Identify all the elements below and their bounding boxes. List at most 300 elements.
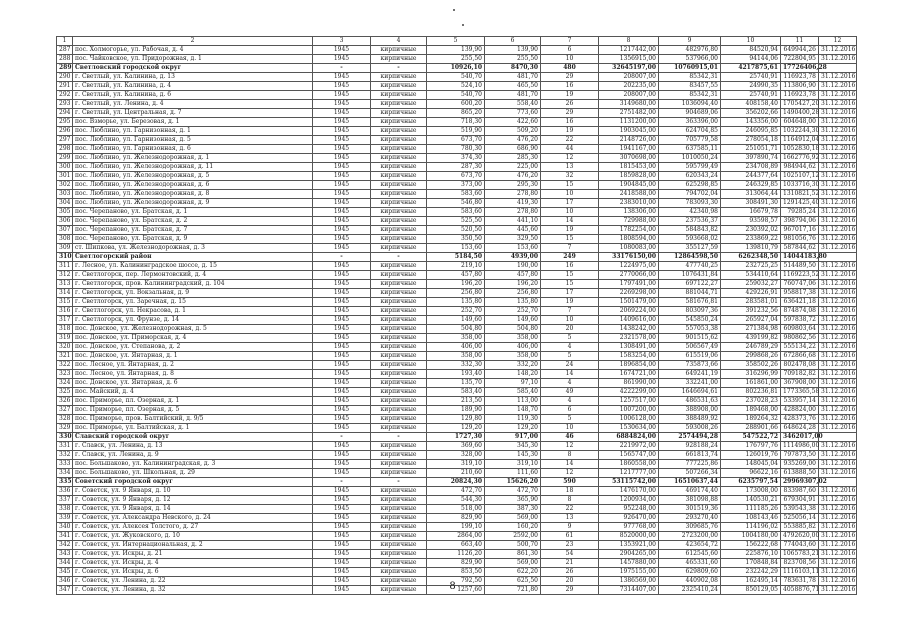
table-cell: 225876,10 [721, 550, 781, 559]
table-cell: кирпичные [371, 316, 427, 325]
table-cell: кирпичные [371, 586, 427, 595]
table-row [57, 73, 857, 82]
table-cell: 339 [57, 514, 73, 523]
table-cell: 509,20 [485, 127, 541, 136]
table-cell: 636421,18 [781, 298, 819, 307]
table-row [57, 145, 857, 154]
table-row [57, 109, 857, 118]
table-cell: 1007200,00 [599, 406, 659, 415]
table-cell: 388908,00 [659, 406, 721, 415]
table-cell: кирпичные [371, 397, 427, 406]
table-cell: 1646694,61 [659, 388, 721, 397]
table-cell: кирпичные [371, 208, 427, 217]
table-cell: кирпичные [371, 73, 427, 82]
table-cell: 1945 [313, 361, 371, 370]
table-cell: кирпичные [371, 577, 427, 586]
table-cell: 369,60 [427, 442, 485, 451]
table-cell: кирпичные [371, 496, 427, 505]
table-cell: 32 [541, 172, 599, 181]
table-cell: 1164912,04 [781, 136, 819, 145]
table-row [57, 523, 857, 532]
table-cell: 1065783,21 [781, 550, 819, 559]
table-cell: 1310821,52 [781, 190, 819, 199]
table-cell: 301 [57, 172, 73, 181]
district-subtotal-row [57, 64, 857, 73]
table-cell: 1773365,58 [781, 388, 819, 397]
table-cell: 31.12.2016 [819, 406, 857, 415]
table-cell: Советский городской округ [73, 478, 313, 487]
table-row [57, 415, 857, 424]
table-cell: 297 [57, 136, 73, 145]
table-cell: 673,70 [427, 136, 485, 145]
table-cell: 445,60 [485, 226, 541, 235]
table-cell: кирпичные [371, 109, 427, 118]
table-cell: 288901,66 [721, 424, 781, 433]
table-cell: 980862,56 [781, 334, 819, 343]
table-cell: 802478,08 [781, 361, 819, 370]
table-cell: 537966,00 [659, 55, 721, 64]
table-cell: Светлогорский район [73, 253, 313, 262]
table-cell: 17726406,28 [781, 64, 819, 73]
table-cell: 760747,06 [781, 280, 819, 289]
table-cell: 13 [541, 163, 599, 172]
table-cell: 16679,78 [721, 208, 781, 217]
table-cell: кирпичные [371, 514, 427, 523]
table-cell: 439199,82 [721, 334, 781, 343]
table-cell: 31.12.2016 [819, 496, 857, 505]
table-cell: 31.12.2016 [819, 487, 857, 496]
table-cell: 84520,94 [721, 46, 781, 55]
table-cell: - [313, 478, 371, 487]
table-cell: 823708,56 [781, 559, 819, 568]
table-cell: 1945 [313, 424, 371, 433]
table-cell: 334 [57, 469, 73, 478]
table-row [57, 460, 857, 469]
table-cell: 5184,50 [427, 253, 485, 262]
table-cell: 314 [57, 289, 73, 298]
table-cell: 108143,46 [721, 514, 781, 523]
table-cell: 1945 [313, 523, 371, 532]
table-cell: 649944,26 [781, 46, 819, 55]
table-cell: 31.12.2016 [819, 226, 857, 235]
table-row [57, 532, 857, 541]
table-cell: 457,80 [427, 271, 485, 280]
table-cell: 126019,76 [721, 451, 781, 460]
table-cell: 525056,14 [781, 514, 819, 523]
table-cell: 2325410,24 [659, 586, 721, 595]
table-cell: 252,70 [485, 307, 541, 316]
table-cell: 3462017,00 [781, 433, 819, 442]
table-cell: 590 [541, 478, 599, 487]
table-cell: 367908,00 [781, 379, 819, 388]
table-cell: 865,20 [427, 109, 485, 118]
table-cell: 189468,00 [721, 406, 781, 415]
table-cell: 363396,00 [659, 118, 721, 127]
table-cell: кирпичные [371, 172, 427, 181]
table-cell: 140530,21 [721, 496, 781, 505]
table-cell: 14044183,80 [781, 253, 819, 262]
table-cell: 780,30 [427, 145, 485, 154]
table-cell: 346 [57, 577, 73, 586]
table-cell: 299 [57, 154, 73, 163]
table-cell: кирпичные [371, 568, 427, 577]
table-cell: 595799,49 [659, 163, 721, 172]
table-cell: 1945 [313, 73, 371, 82]
table-cell: кирпичные [371, 289, 427, 298]
table-row [57, 334, 857, 343]
table-cell: 358,00 [427, 352, 485, 361]
table-cell: 1945 [313, 568, 371, 577]
table-cell: 143356,00 [721, 118, 781, 127]
table-cell: 299868,26 [721, 352, 781, 361]
table-cell: 10 [541, 55, 599, 64]
table-cell: 1662776,92 [781, 154, 819, 163]
table-cell: пос. Взморье, ул. Березовая, д. 1 [73, 118, 313, 127]
table-cell: 1356915,00 [599, 55, 659, 64]
table-cell: 534410,64 [721, 271, 781, 280]
table-cell: 981056,76 [781, 235, 819, 244]
table-cell: пос. Люблино, ул. Железнодорожная, д. 5 [73, 172, 313, 181]
table-cell: пос. Большаково, ул. Школьная, д. 29 [73, 469, 313, 478]
table-cell: 15 [541, 235, 599, 244]
table-cell: 525,50 [427, 217, 485, 226]
table-cell: 648624,28 [781, 424, 819, 433]
table-cell: 320 [57, 343, 73, 352]
table-cell: 31.12.2016 [819, 298, 857, 307]
table-cell: 397890,74 [721, 154, 781, 163]
table-cell: кирпичные [371, 550, 427, 559]
table-row [57, 118, 857, 127]
table-cell: 148,20 [485, 370, 541, 379]
table-cell: 1945 [313, 109, 371, 118]
table-cell: 328,00 [427, 451, 485, 460]
table-cell: 31.12.2016 [819, 199, 857, 208]
table-cell: 329,50 [485, 235, 541, 244]
table-cell: 2770066,00 [599, 271, 659, 280]
table-cell: 97,10 [485, 379, 541, 388]
table-cell: 1945 [313, 226, 371, 235]
table-cell: 283581,01 [721, 298, 781, 307]
table-cell: кирпичные [371, 226, 427, 235]
table-cell: кирпичные [371, 334, 427, 343]
table-cell: 12 [541, 442, 599, 451]
table-cell: кирпичные [371, 154, 427, 163]
table-cell: 1052830,18 [781, 145, 819, 154]
table-row [57, 451, 857, 460]
table-cell: г. Светлый, ул. Калинина, д. 4 [73, 82, 313, 91]
table-cell: 303 [57, 190, 73, 199]
table-cell: 49 [541, 388, 599, 397]
table-cell: 10 [541, 208, 599, 217]
table-cell: 10 [541, 316, 599, 325]
table-row [57, 244, 857, 253]
table-cell: 553885,82 [781, 523, 819, 532]
table-cell: 31.12.2016 [819, 208, 857, 217]
table-cell: 1705427,20 [781, 100, 819, 109]
table-cell: 544,30 [427, 496, 485, 505]
table-cell: 1945 [313, 271, 371, 280]
table-cell: 1025107,12 [781, 172, 819, 181]
table-cell: 1945 [313, 505, 371, 514]
table-cell: 31.12.2016 [819, 244, 857, 253]
table-cell: 244377,64 [721, 172, 781, 181]
table-cell: кирпичные [371, 163, 427, 172]
table-cell: 31.12.2016 [819, 217, 857, 226]
table-cell: 12864598,50 [659, 253, 721, 262]
table-cell: кирпичные [371, 280, 427, 289]
table-cell: 17 [541, 289, 599, 298]
table-cell: 113806,90 [781, 82, 819, 91]
table-cell: 1032244,30 [781, 127, 819, 136]
table-row [57, 487, 857, 496]
table-cell: 1945 [313, 181, 371, 190]
table-cell: 246095,85 [721, 127, 781, 136]
table-cell: 1859828,00 [599, 172, 659, 181]
table-cell: 1131200,00 [599, 118, 659, 127]
table-cell: кирпичные [371, 379, 427, 388]
table-cell: пос. Люблино, ул. Гарнизонная, д. 5 [73, 136, 313, 145]
table-cell: 22 [541, 505, 599, 514]
table-cell: 1490400,28 [781, 109, 819, 118]
table-cell: 8520000,00 [599, 532, 659, 541]
table-cell: пос. Люблино, ул. Гарнизонная, д. 1 [73, 127, 313, 136]
table-cell: 358502,26 [721, 361, 781, 370]
table-cell: 255,50 [427, 55, 485, 64]
table-cell: 373,00 [427, 181, 485, 190]
table-cell: 1076431,84 [659, 271, 721, 280]
table-row [57, 136, 857, 145]
table-cell: кирпичные [371, 136, 427, 145]
table-cell: 213,50 [427, 397, 485, 406]
table-cell: 10926,10 [427, 64, 485, 73]
table-cell: кирпичные [371, 244, 427, 253]
table-cell: 3070698,00 [599, 154, 659, 163]
table-cell: 1457880,00 [599, 559, 659, 568]
table-cell: 265927,04 [721, 316, 781, 325]
table-cell: 135,80 [427, 298, 485, 307]
table-cell [819, 433, 857, 442]
table-cell: Светловский городской округ [73, 64, 313, 73]
table-cell: кирпичные [371, 145, 427, 154]
table-cell: 1126,20 [427, 550, 485, 559]
table-row [57, 496, 857, 505]
table-cell: 476,20 [485, 136, 541, 145]
table-cell: 31.12.2016 [819, 532, 857, 541]
table-cell: 624704,85 [659, 127, 721, 136]
table-cell: 332241,00 [659, 379, 721, 388]
table-header-row [57, 37, 857, 46]
header-cell: 7 [541, 37, 599, 46]
table-cell: 4217875,61 [721, 64, 781, 73]
table-cell: кирпичные [371, 532, 427, 541]
table-cell: 1945 [313, 559, 371, 568]
table-cell: 31.12.2016 [819, 172, 857, 181]
header-cell: 8 [599, 37, 659, 46]
table-cell: 335 [57, 478, 73, 487]
table-cell: 585,40 [485, 388, 541, 397]
table-cell: 294 [57, 109, 73, 118]
table-cell: кирпичные [371, 541, 427, 550]
table-cell: кирпичные [371, 325, 427, 334]
table-cell: 319,10 [485, 460, 541, 469]
table-cell: 46 [541, 433, 599, 442]
table-cell: пос. Черепаново, ул. Братская, д. 2 [73, 217, 313, 226]
table-cell: 705779,58 [659, 136, 721, 145]
table-cell: кирпичные [371, 460, 427, 469]
table-cell: 500,70 [485, 541, 541, 550]
table-cell: пос. Большаково, ул. Калининградская, д. 3 [73, 460, 313, 469]
table-cell: 465331,60 [659, 559, 721, 568]
table-cell: 679304,91 [781, 496, 819, 505]
table-row [57, 352, 857, 361]
table-cell: г. Советск, ул. Искры, д. 4 [73, 559, 313, 568]
table-cell: 153,60 [485, 244, 541, 253]
table-cell: 93598,57 [721, 217, 781, 226]
table-cell: 398794,06 [781, 217, 819, 226]
table-cell: 255,50 [485, 55, 541, 64]
table-cell: г. Советск, ул. Ленина, д. 22 [73, 577, 313, 586]
table-cell: 24 [541, 361, 599, 370]
table-cell: 1080083,00 [599, 244, 659, 253]
table-cell: кирпичные [371, 46, 427, 55]
table-cell: 305 [57, 208, 73, 217]
table-cell: 1308491,00 [599, 343, 659, 352]
table-row [57, 172, 857, 181]
table-cell: кирпичные [371, 118, 427, 127]
table-cell: пос. Черепаново, ул. Братская, д. 7 [73, 226, 313, 235]
table-cell: 237536,37 [659, 217, 721, 226]
table-cell: г. Советск, ул. 9 Января, д. 14 [73, 505, 313, 514]
table-row [57, 406, 857, 415]
table-cell: 1945 [313, 460, 371, 469]
table-cell: 259032,27 [721, 280, 781, 289]
table-cell: 2751482,00 [599, 109, 659, 118]
table-cell: 232242,29 [721, 568, 781, 577]
table-cell: 293270,40 [659, 514, 721, 523]
table-cell: г. Советск, ул. Жуковского, д. 10 [73, 532, 313, 541]
table-cell: 31.12.2016 [819, 361, 857, 370]
table-cell: 1945 [313, 388, 371, 397]
table-cell: пос. Черепаново, ул. Братская, д. 1 [73, 208, 313, 217]
table-cell: 31.12.2016 [819, 334, 857, 343]
table-cell: 853,50 [427, 568, 485, 577]
table-cell: 1782254,00 [599, 226, 659, 235]
table-cell: 5 [541, 334, 599, 343]
table-cell: 1727,30 [427, 433, 485, 442]
table-cell: 482976,80 [659, 46, 721, 55]
table-cell: 145,30 [485, 451, 541, 460]
table-cell: пос. Люблино, ул. Гарнизонная, д. 6 [73, 145, 313, 154]
table-cell: кирпичные [371, 190, 427, 199]
table-cell: 10 [541, 190, 599, 199]
table-cell: 1945 [313, 541, 371, 550]
table-cell: пос. Чайковское, ул. Придорожная, д. 1 [73, 55, 313, 64]
table-cell: 2904265,00 [599, 550, 659, 559]
table-cell: 428824,00 [781, 406, 819, 415]
table-cell: кирпичные [371, 343, 427, 352]
table-cell: 1945 [313, 100, 371, 109]
table-cell: 358,00 [427, 334, 485, 343]
table-cell: 472,70 [485, 487, 541, 496]
table-cell: 1945 [313, 289, 371, 298]
table-cell: 129,20 [485, 424, 541, 433]
table-cell: 1945 [313, 136, 371, 145]
table-cell: 1224975,00 [599, 262, 659, 271]
table-cell: 31.12.2016 [819, 73, 857, 82]
table-cell: кирпичные [371, 55, 427, 64]
table-cell: 506567,49 [659, 343, 721, 352]
table-cell: 874874,08 [781, 307, 819, 316]
table-cell: 233869,22 [721, 235, 781, 244]
table-cell: 176797,76 [721, 442, 781, 451]
table-cell: 289 [57, 64, 73, 73]
table-cell: 139810,79 [721, 244, 781, 253]
table-cell: 4 [541, 397, 599, 406]
table-cell: 288 [57, 55, 73, 64]
table-cell: г. Светлогорск, ул. Заречная, д. 15 [73, 298, 313, 307]
table-cell: 465,50 [485, 82, 541, 91]
table-cell: 309 [57, 244, 73, 253]
table-cell: 833987,60 [781, 487, 819, 496]
table-cell: 555134,22 [781, 343, 819, 352]
table-cell: 340 [57, 523, 73, 532]
table-cell: 295,30 [485, 181, 541, 190]
table-cell: 14 [541, 460, 599, 469]
table-cell: 441,10 [485, 217, 541, 226]
table-row [57, 469, 857, 478]
table-cell: 326 [57, 397, 73, 406]
table-cell: 344 [57, 559, 73, 568]
table-row [57, 235, 857, 244]
table-cell: 13 [541, 514, 599, 523]
table-cell: 2418588,00 [599, 190, 659, 199]
table-cell: 1033716,30 [781, 181, 819, 190]
table-cell: 138306,00 [599, 208, 659, 217]
table-cell: 1291425,40 [781, 199, 819, 208]
table-cell: 302 [57, 181, 73, 190]
table-cell: 31.12.2016 [819, 559, 857, 568]
table-cell: 293 [57, 100, 73, 109]
table-row [57, 217, 857, 226]
table-cell: 469174,40 [659, 487, 721, 496]
table-cell: 1904845,00 [599, 181, 659, 190]
table-cell: пос. Черепаново, ул. Братская, д. 9 [73, 235, 313, 244]
table-cell: 926470,00 [599, 514, 659, 523]
table-cell: кирпичные [371, 487, 427, 496]
table-cell: 1530634,00 [599, 424, 659, 433]
table-cell: 327 [57, 406, 73, 415]
table-cell: 429226,91 [721, 289, 781, 298]
table-cell: 316296,99 [721, 370, 781, 379]
table-cell: 381098,88 [659, 496, 721, 505]
table-cell: 1501479,00 [599, 298, 659, 307]
table-cell: 507266,34 [659, 469, 721, 478]
table-cell: 208007,00 [599, 91, 659, 100]
table-cell: кирпичные [371, 262, 427, 271]
table-row [57, 199, 857, 208]
table-cell: 2069224,00 [599, 307, 659, 316]
table-cell: 1217777,00 [599, 469, 659, 478]
table-cell: 540,70 [427, 73, 485, 82]
table-cell: 2574494,28 [659, 433, 721, 442]
table-cell: 504,80 [485, 325, 541, 334]
table-cell: 1945 [313, 235, 371, 244]
table-cell: 31.12.2016 [819, 550, 857, 559]
table-cell: г. Светлогорск, ул. Фрунзе, д. 14 [73, 316, 313, 325]
table-cell: 735873,66 [659, 361, 721, 370]
table-cell: 1409616,00 [599, 316, 659, 325]
table-cell: 313 [57, 280, 73, 289]
